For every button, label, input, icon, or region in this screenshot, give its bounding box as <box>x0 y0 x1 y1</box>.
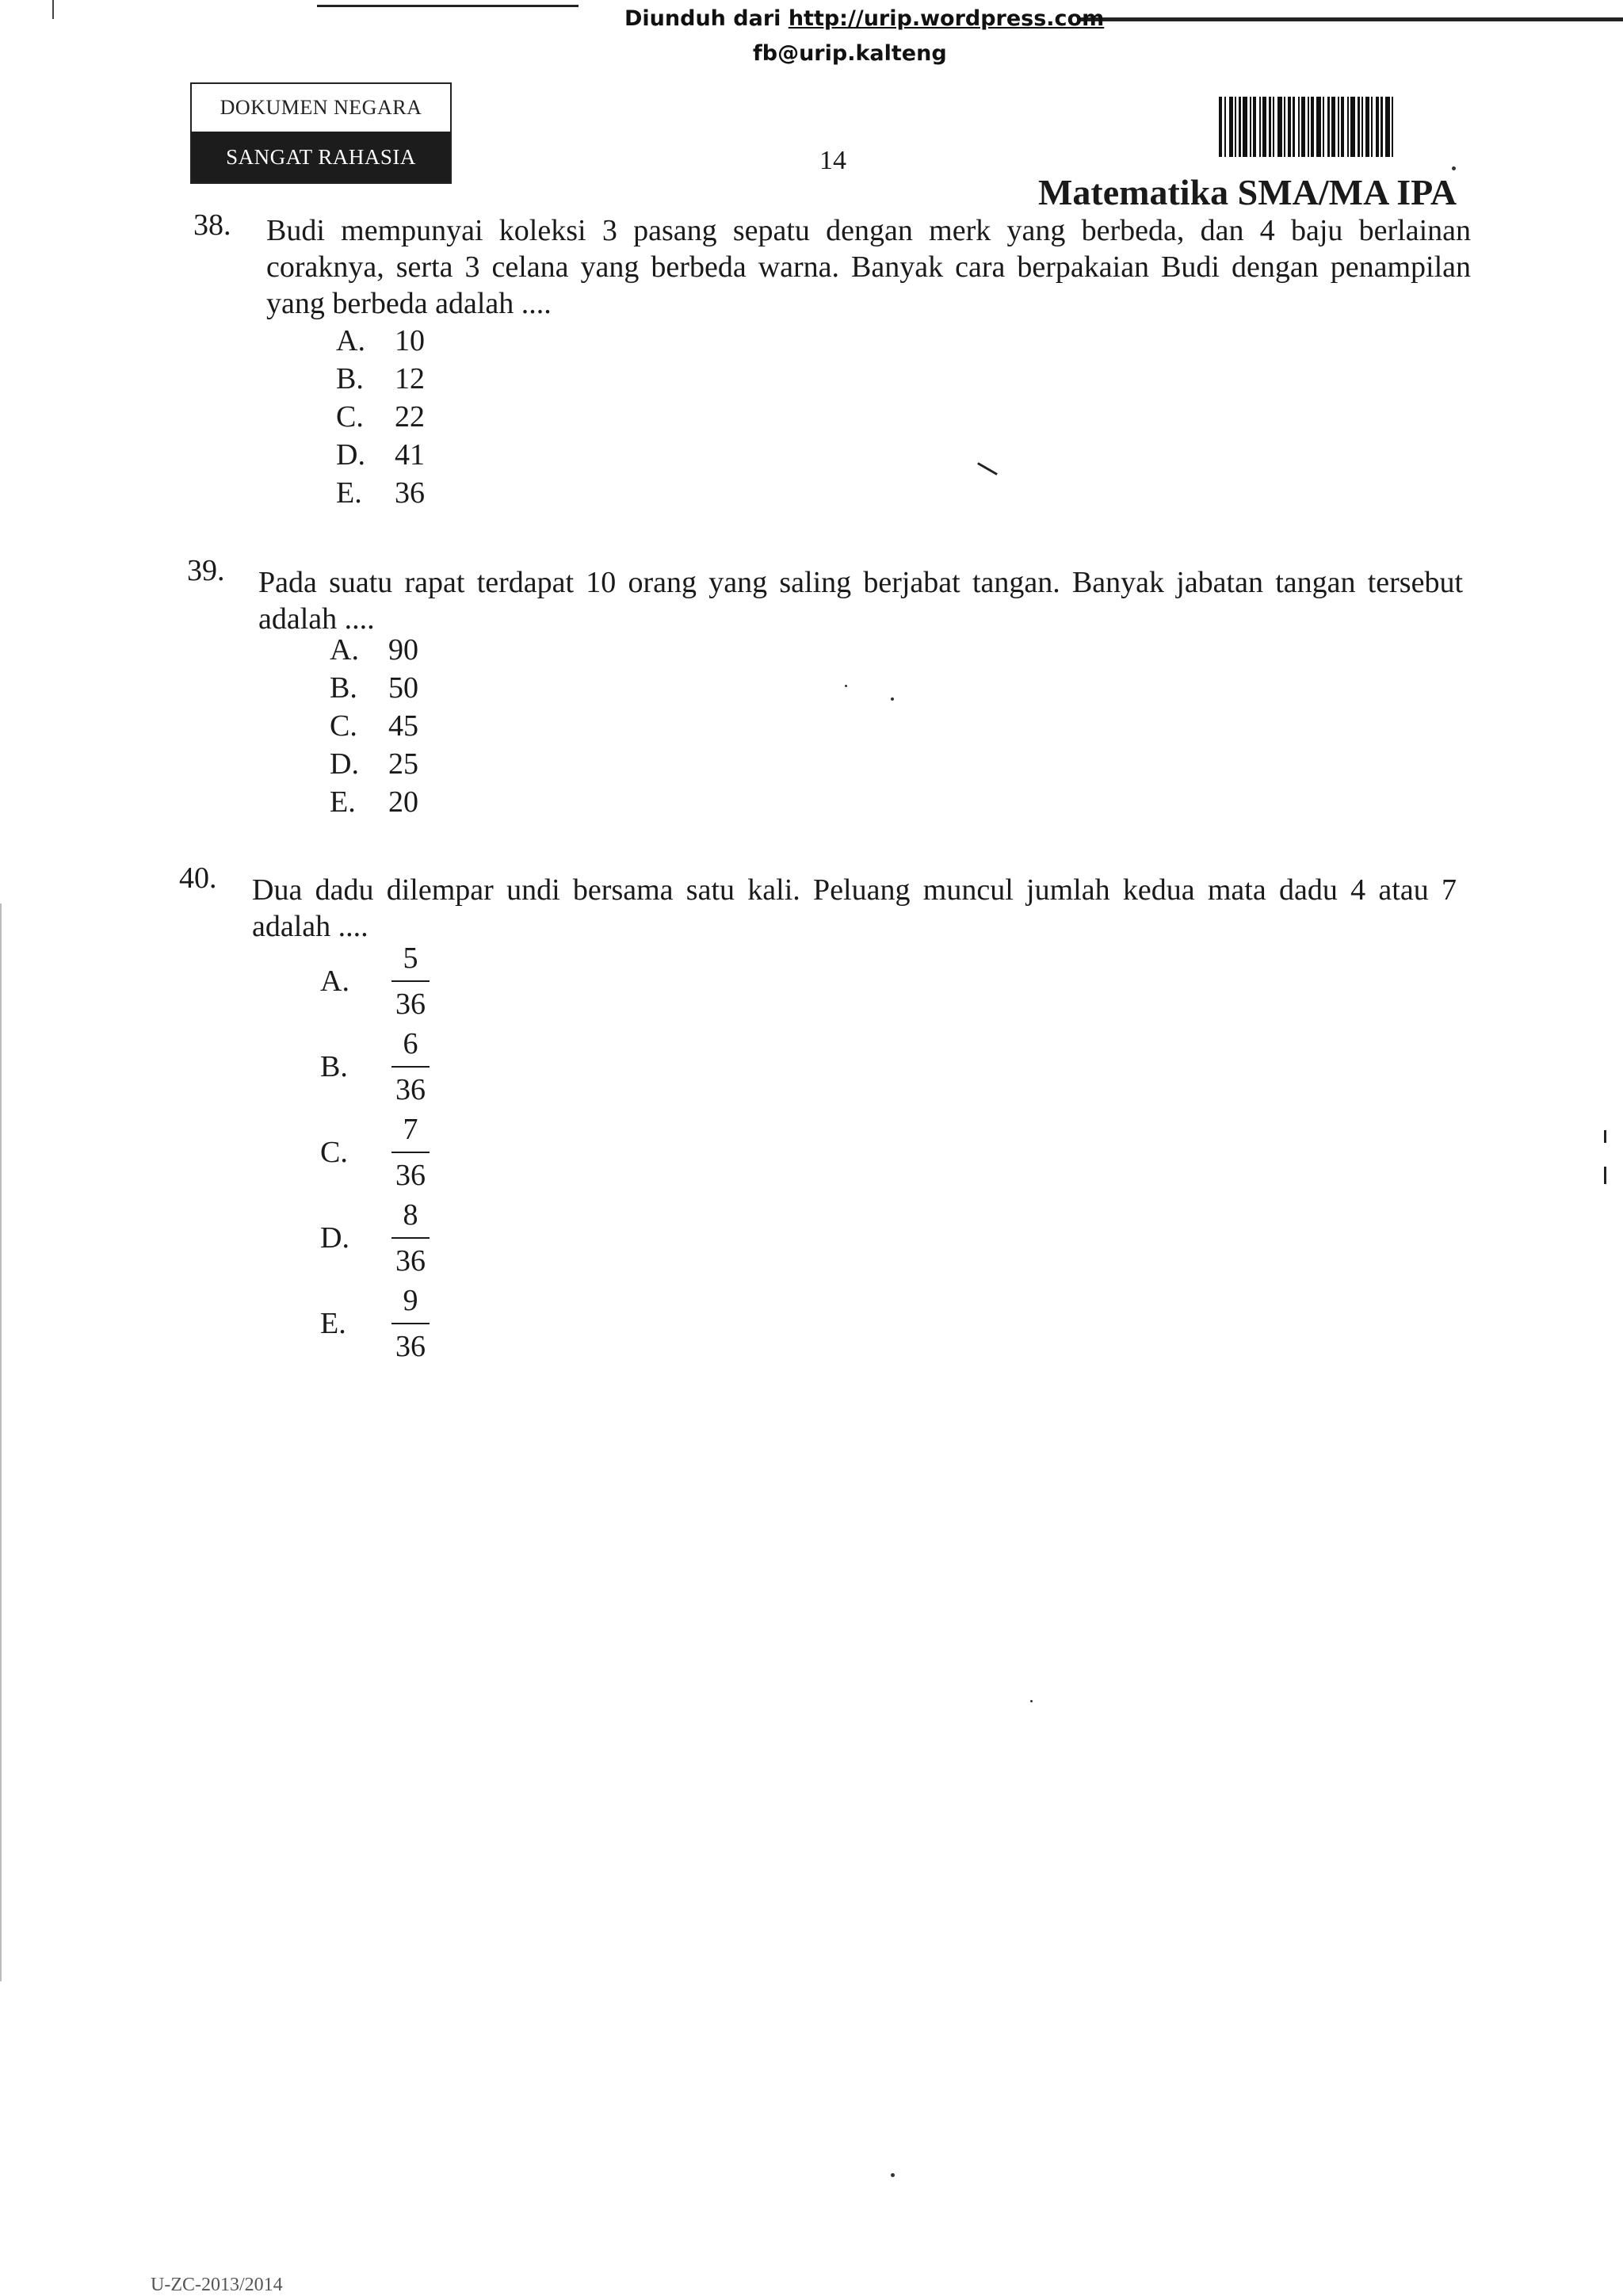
question-39-text: Pada suatu rapat terdapat 10 orang yang saling berjabat tangan. Banyak jabatan tangan tersebut adalah .... <box>258 566 1463 636</box>
question-39-number: 39. <box>187 554 225 587</box>
scan-speck <box>891 697 894 701</box>
option-value: 90 <box>388 633 418 667</box>
subject-title: Matematika SMA/MA IPA <box>1038 172 1457 212</box>
download-prefix: Diunduh dari <box>624 6 781 31</box>
option-letter: C. <box>320 1136 348 1169</box>
option-letter: A. <box>320 965 349 998</box>
option-value: 36 <box>395 476 425 510</box>
numerator: 6 <box>391 1025 430 1068</box>
option-value: 50 <box>388 671 418 705</box>
option-c[interactable] <box>320 1110 430 1195</box>
option-a[interactable] <box>336 323 425 361</box>
option-letter: C. <box>336 400 364 434</box>
option-value: 10 <box>395 324 425 357</box>
fraction <box>391 1025 430 1109</box>
option-letter: E. <box>336 476 362 510</box>
option-value: 25 <box>388 747 418 781</box>
question-40-options <box>320 938 430 1366</box>
fraction <box>391 1282 430 1366</box>
question-38-text: Budi mempunyai koleksi 3 pasang sepatu dengan merk yang berbeda, dan 4 baju berlainan coraknya, serta 3 celana yang berbeda warna. Banyak cara berpakaian Budi dengan penampilan yang berbeda adalah .... <box>266 214 1471 320</box>
download-source-line <box>624 6 1104 31</box>
question-38-number: 38. <box>193 208 231 242</box>
option-a[interactable] <box>320 938 430 1024</box>
facebook-handle: fb@urip.kalteng <box>753 41 947 66</box>
option-c[interactable] <box>336 399 425 437</box>
option-letter: A. <box>336 324 365 357</box>
question-40-number: 40. <box>179 861 217 895</box>
scan-edge-mark <box>0 904 2 1981</box>
scan-speck <box>1030 1700 1033 1702</box>
scan-speck <box>891 2173 895 2177</box>
stamp-top-label: DOKUMEN NEGARA <box>220 96 422 119</box>
option-letter: A. <box>330 633 359 667</box>
denominator: 36 <box>395 1159 426 1192</box>
question-39-options <box>330 632 418 823</box>
denominator: 36 <box>395 1073 426 1106</box>
stamp-bottom-label: SANGAT RAHASIA <box>192 132 450 182</box>
numerator: 8 <box>391 1196 430 1239</box>
option-e[interactable] <box>336 476 425 514</box>
denominator: 36 <box>395 1330 426 1363</box>
scan-edge-mark <box>52 0 54 19</box>
option-value: 12 <box>395 362 425 395</box>
document-code: U-ZC-2013/2014 <box>151 2275 283 2295</box>
question-40-text: Dua dadu dilempar undi bersama satu kali. Peluang muncul jumlah kedua mata dadu 4 atau 7 adalah .... <box>252 873 1457 943</box>
option-letter: E. <box>320 1307 346 1340</box>
fraction <box>391 1110 430 1194</box>
classification-stamp <box>190 82 452 184</box>
numerator: 9 <box>391 1282 430 1324</box>
fraction <box>391 939 430 1023</box>
option-d[interactable] <box>330 747 418 785</box>
option-value: 41 <box>395 438 425 472</box>
option-d[interactable] <box>336 437 425 476</box>
option-value: 22 <box>395 400 425 434</box>
option-value: 45 <box>388 709 418 743</box>
option-letter: D. <box>330 747 359 781</box>
option-letter: C. <box>330 709 357 743</box>
option-a[interactable] <box>330 632 418 670</box>
scan-speck <box>845 685 847 687</box>
pen-mark <box>977 462 998 476</box>
top-right-rule <box>1078 17 1623 21</box>
barcode-image <box>1219 97 1487 157</box>
scan-edge-mark <box>1604 1167 1606 1184</box>
option-b[interactable] <box>336 361 425 399</box>
option-letter: E. <box>330 785 356 819</box>
scan-speck <box>1452 166 1456 170</box>
option-b[interactable] <box>320 1024 430 1110</box>
page-number: 14 <box>819 146 846 175</box>
download-url-link[interactable]: http://urip.wordpress.com <box>788 6 1105 31</box>
scan-edge-mark <box>1604 1130 1606 1143</box>
option-b[interactable] <box>330 670 418 709</box>
top-left-rule <box>317 5 579 7</box>
option-e[interactable] <box>320 1281 430 1366</box>
option-letter: D. <box>336 438 365 472</box>
option-e[interactable] <box>330 785 418 823</box>
denominator: 36 <box>395 988 426 1021</box>
option-value: 20 <box>388 785 418 819</box>
numerator: 7 <box>391 1110 430 1153</box>
option-d[interactable] <box>320 1195 430 1281</box>
option-letter: B. <box>320 1050 348 1083</box>
question-38-options <box>336 323 425 514</box>
denominator: 36 <box>395 1244 426 1278</box>
option-letter: B. <box>336 362 364 395</box>
fraction <box>391 1196 430 1280</box>
numerator: 5 <box>391 939 430 982</box>
option-letter: B. <box>330 671 357 705</box>
option-c[interactable] <box>330 709 418 747</box>
option-letter: D. <box>320 1221 349 1255</box>
